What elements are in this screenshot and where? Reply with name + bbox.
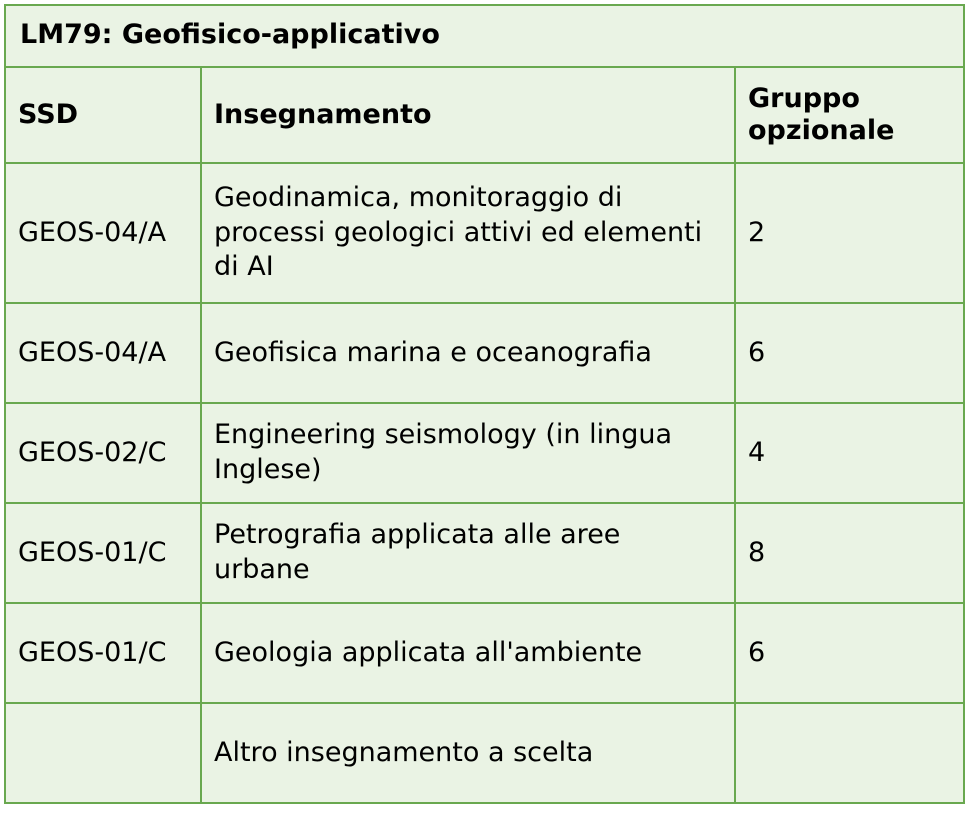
table-row	[5, 163, 964, 303]
course-table	[4, 4, 965, 804]
table-row	[5, 403, 964, 503]
cell-ssd: GEOS-01/C	[5, 603, 201, 703]
cell-gruppo	[735, 703, 964, 803]
cell-insegnamento: Altro insegnamento a scelta	[201, 703, 735, 803]
cell-ssd: GEOS-04/A	[5, 163, 201, 303]
table-row	[5, 303, 964, 403]
table-row	[5, 703, 964, 803]
cell-insegnamento: Engineering seismology (in lingua Inglese)	[201, 403, 735, 503]
table-row	[5, 503, 964, 603]
column-header-insegnamento: Insegnamento	[201, 67, 735, 163]
cell-ssd: GEOS-04/A	[5, 303, 201, 403]
cell-gruppo: 8	[735, 503, 964, 603]
cell-gruppo: 2	[735, 163, 964, 303]
table-row	[5, 603, 964, 703]
table-title: LM79: Geofisico-applicativo	[5, 5, 964, 67]
column-header-gruppo: Gruppo opzionale	[735, 67, 964, 163]
cell-insegnamento: Petrografia applicata alle aree urbane	[201, 503, 735, 603]
cell-insegnamento: Geodinamica, monitoraggio di processi geologici attivi ed elementi di AI	[201, 163, 735, 303]
column-header-ssd: SSD	[5, 67, 201, 163]
cell-gruppo: 4	[735, 403, 964, 503]
cell-insegnamento: Geologia applicata all'ambiente	[201, 603, 735, 703]
cell-ssd	[5, 703, 201, 803]
cell-insegnamento: Geofisica marina e oceanografia	[201, 303, 735, 403]
table-title-row	[5, 5, 964, 67]
table-header-row	[5, 67, 964, 163]
cell-gruppo: 6	[735, 303, 964, 403]
cell-gruppo: 6	[735, 603, 964, 703]
cell-ssd: GEOS-01/C	[5, 503, 201, 603]
cell-ssd: GEOS-02/C	[5, 403, 201, 503]
